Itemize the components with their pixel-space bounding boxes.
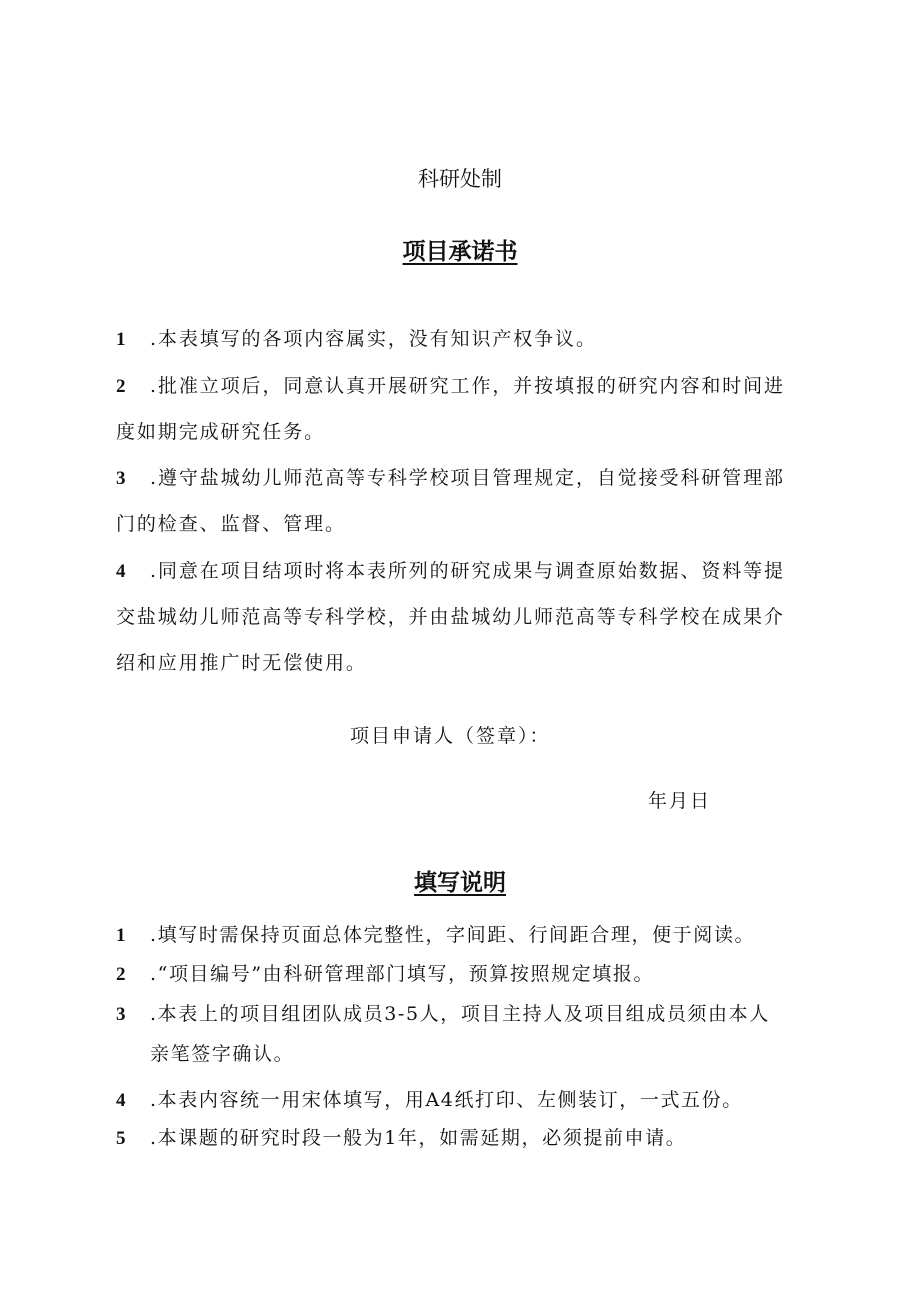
item-number: 3 [116,1004,126,1025]
item-text: .同意在项目结项时将本表所列的研究成果与调查原始数据、资料等提 [150,560,785,582]
item-text: .本课题的研究时段一般为1年，如需延期，必须提前申请。 [150,1127,687,1149]
commitment-item-3-cont: 门的检查、监督、管理。 [116,513,346,535]
item-number: 1 [116,329,126,350]
instruction-item-3-cont: 亲笔签字确认。 [150,1043,295,1065]
date-label: 年月日 [648,790,712,812]
commitment-item-1 [116,325,597,354]
commitment-item-2-cont: 度如期完成研究任务。 [116,421,326,443]
commitment-item-4-cont-1: 交盐城幼儿师范高等专科学校，并由盐城幼儿师范高等专科学校在成果介 [116,606,785,628]
issuer-label: 科研处制 [418,167,502,191]
item-number: 2 [116,964,126,985]
commitment-item-3 [116,464,785,493]
commitment-item-4-cont-2: 绍和应用推广时无偿使用。 [116,652,367,674]
item-number: 4 [116,561,126,582]
item-text: .遵守盐城幼儿师范高等专科学校项目管理规定，自觉接受科研管理部 [150,467,785,489]
instruction-item-2 [116,960,654,989]
item-text: .“项目编号”由科研管理部门填写，预算按照规定填报。 [150,963,655,985]
item-number: 1 [116,925,126,946]
item-text: .本表内容统一用宋体填写，用A4纸打印、左侧装订，一式五份。 [150,1089,743,1111]
signature-label: 项目申请人（签章）： [350,725,551,747]
item-number: 5 [116,1128,126,1149]
commitment-item-2 [116,372,785,401]
instructions-title-text: 填写说明 [414,870,506,896]
instruction-item-5 [116,1124,686,1153]
instructions-title [0,867,920,899]
item-number: 4 [116,1090,126,1111]
instruction-item-4 [116,1086,743,1115]
item-text: .本表填写的各项内容属实，没有知识产权争议。 [150,328,597,350]
commitment-title-text: 项目承诺书 [402,239,518,265]
instruction-item-3 [116,1000,770,1029]
item-text: .批准立项后，同意认真开展研究工作，并按填报的研究内容和时间进 [150,375,785,397]
commitment-title [0,236,920,268]
item-number: 2 [116,376,126,397]
instruction-item-1 [116,921,755,950]
commitment-item-4 [116,557,785,586]
item-text: .填写时需保持页面总体完整性，字间距、行间距合理，便于阅读。 [150,924,756,946]
item-number: 3 [116,468,126,489]
item-text: .本表上的项目组团队成员3-5人，项目主持人及项目组成员须由本人 [150,1003,770,1025]
